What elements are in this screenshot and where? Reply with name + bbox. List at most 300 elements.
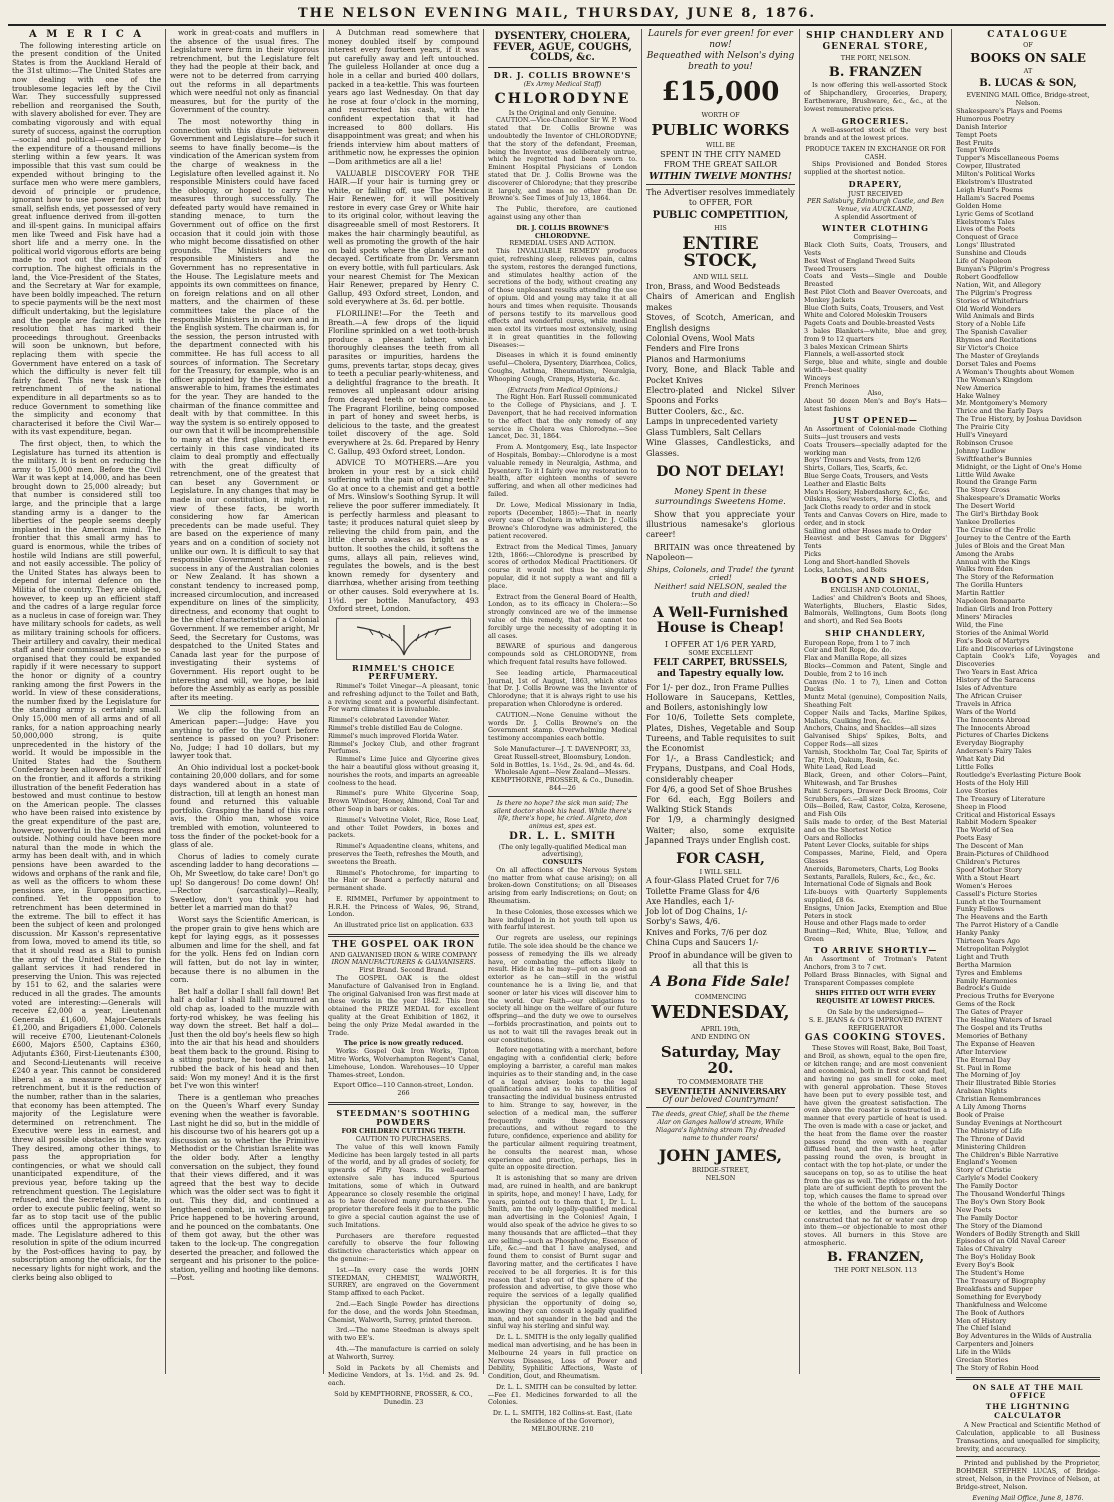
book-title: Light and Truth bbox=[956, 952, 1009, 961]
book-title: Hanky Panky bbox=[956, 929, 1000, 938]
opened-list bbox=[804, 426, 947, 574]
advert-line: The Advertiser resolves immediately to OFFER, FOR bbox=[646, 188, 795, 208]
advert-line: Sole Manufacturer—J. T. DAVENPORT, 33, Great Russell-street, Bloomsbury, London. bbox=[493, 744, 632, 761]
advert-line: Rimmel's celebrated Lavender Water. bbox=[328, 716, 450, 725]
advert-line: DR. J. COLLIS BROWNE'S CHLORODYNE. bbox=[516, 223, 609, 240]
list-item: Best Pilot Cloth and Beaver Overcoats, and Monkey Jackets bbox=[804, 287, 947, 304]
book-title: Their Illustrated Bible Stories bbox=[956, 1079, 1056, 1088]
book-title: Hull's Vineyard bbox=[956, 431, 1008, 440]
book-title: The Story Cross bbox=[956, 486, 1010, 495]
book-title: Leigh Hunt's Poems bbox=[956, 185, 1023, 194]
advert-line: FOR CHILDREN CUTTING TEETH. bbox=[341, 1127, 466, 1136]
advert-line: Diseases in which it is found eminently useful—Cholera, Dysentery, Diarrhœa, Colics, Coughs, Asthma, Rheumatism, Neuralgia, Whooping Cough, Cramps, Hysteria, &c. bbox=[488, 351, 637, 383]
list-item: An Assortment of Colonial-made Clothing Suits—just trousers and vests bbox=[804, 425, 947, 442]
book-title: Episodes of an Old Naval Career bbox=[956, 1237, 1066, 1246]
book-title: Conquest of Grace bbox=[956, 233, 1019, 242]
book-title: Robert Goodfellow bbox=[956, 272, 1019, 281]
list-item: Holloware in Saucepans, Kettles, and Boilers, astonishingly low bbox=[646, 692, 795, 713]
advert-line: Rimmel's Jockey Club, and other fragrant Perfumes. bbox=[328, 739, 479, 756]
advert-line: On Sale by the undersigned— bbox=[827, 1008, 924, 1017]
book-title: Milton's Political Works bbox=[956, 170, 1035, 179]
book-title: The Gates of Prayer bbox=[956, 1008, 1023, 1017]
advert-line: AND WILL SELL bbox=[693, 273, 748, 282]
list-item: Sailing and other Hoses made to Order bbox=[804, 526, 932, 535]
advert-line: AND GALVANISED IRON & WIRE COMPANY bbox=[329, 950, 477, 959]
list-item: Locks, Latches, and Bolts bbox=[804, 565, 887, 574]
gospel-oak-heading: THE GOSPEL OAK IRON bbox=[332, 940, 475, 951]
advert-line: Rimmel's pure White Glycerine Soap, Brown Windsor, Honey, Almond, Coal Tar and other Soap in bars or cakes. bbox=[328, 789, 479, 813]
book-title: Two Years in East Africa bbox=[956, 668, 1038, 677]
book-title: The Prairie City bbox=[956, 423, 1010, 432]
entire-stock: ENTIRE STOCK, bbox=[682, 233, 759, 272]
book-title: The Story of the Reformation bbox=[956, 573, 1054, 582]
list-item: Flax and Manilla Rope, all sizes bbox=[804, 654, 907, 663]
book-title: The Boy's Holiday Book bbox=[956, 1253, 1036, 1262]
list-item: Ensigns, Union Jacks, Exemption and Blue Peters in stock bbox=[804, 903, 947, 920]
book-title: The Heavens and the Earth bbox=[956, 913, 1048, 922]
divider bbox=[956, 1456, 1100, 1457]
article-paragraph: Bet half a dollar I shall fall down! Bet half a dollar I shall fall! murmured an old chap as, loaded to the muzzle with forty-rod whiskey, he was feeling his way down the street. Bet half a dol— Just then the old boy's heels flew so high into the air that his head and shoulders beat them back to the ground. Rising to a sitting posture, he took up his hat, rubbed the back of his head and then said: Won my money! And it is the first bet I've won this winter! bbox=[170, 986, 319, 1091]
books-on-sale: BOOKS ON SALE bbox=[970, 51, 1086, 66]
list-item: Stoves, of Scotch, American, and English designs bbox=[646, 313, 795, 333]
advert-line: An illustrated price list on application. 633 bbox=[333, 921, 474, 930]
public-competition: PUBLIC COMPETITION, bbox=[652, 210, 789, 222]
book-title: Bedrock's Guide bbox=[956, 984, 1011, 993]
advert-line: I OFFER AT 1/6 PER YARD, bbox=[664, 640, 777, 650]
article-paragraph: Worst says the Scientific American, is the proper grain to give hens which are kept for laying eggs, as it possesses albumen and lime for the shell, and fat for the yolk. Hens fed on Indian corn will fatten, but do not lay in winter, because there is no albumen in the corn. bbox=[170, 914, 319, 985]
book-title: Isles of Adventure bbox=[956, 684, 1017, 693]
book-title: Mr. Montgomery's Memory bbox=[956, 399, 1048, 408]
advert-line: This INVALUABLE REMEDY produces quiet, refreshing sleep, relieves pain, calms the system, restores the deranged functions, and stimulates healthy action of the secretions of the body, without creating any of those unpleasant results attending the use of opium. Old and young may take it at all hours and times when requisite. Thousands of persons testify to its marvellous good effects and wonderful cures, while medical men extol its virtues most extensively, using it in great quantities in the following Diseases:— bbox=[488, 247, 637, 349]
fern-illustration-icon bbox=[349, 621, 459, 657]
book-title: Thrice and the Early Days bbox=[956, 407, 1044, 416]
advert-line: AT bbox=[1023, 66, 1033, 75]
masthead bbox=[8, 4, 1106, 26]
advert-line: The Right Hon. Earl Russell communicated to the College of Physicians, and J. T. Davenport, that he had received information to the effect that the only remedy of any service in Cholera was Chlorodyne.—See Lancet, Dec. 31, 1864. bbox=[488, 393, 637, 441]
advert-line: The Public, therefore, are cautioned against using any other than bbox=[488, 205, 637, 221]
list-item: Coats and Vests—Single and Double Breasted bbox=[804, 272, 947, 289]
book-title: Boy Adventures in the Wilds of Australia bbox=[956, 1332, 1092, 1341]
book-title: Hake Walney bbox=[956, 391, 1000, 400]
item-list bbox=[646, 683, 795, 846]
list-item: Colonial Ovens, Wool Mats bbox=[646, 334, 755, 344]
divider bbox=[328, 934, 479, 937]
book-title: Grecian Stories bbox=[956, 1356, 1009, 1365]
advert-line: Extract from the General Board of Health, London, as to its efficacy in Cholera:—So strongly convinced are we of the immense value of this remedy, that we cannot too forcibly urge the necessity of adopting it in all cases. bbox=[488, 592, 637, 640]
advert-line: Dr. Lowe, Medical Missionary in India, reports (December, 1865):—That in nearly every case of Cholera in which Dr. J. Collis Browne's Chlorodyne was administered, the patient recovered. bbox=[488, 500, 637, 541]
book-title: Sunday Evenings at Northcourt bbox=[956, 1118, 1062, 1127]
book-title: Lyric Gems of Scotland bbox=[956, 209, 1034, 218]
list-item: Oilskins, Sou'westers, Horse Cloths, and Jack Cloths ready to order and in stock bbox=[804, 495, 947, 512]
list-item: White and Colored Moleskin Trousers bbox=[804, 311, 927, 320]
article-head-america: A M E R I C A bbox=[28, 29, 145, 40]
ship-chandlery-heading: SHIP CHANDLERY, bbox=[825, 628, 926, 639]
advert-line: A well-assorted stock of the very best brands and at the lowest prices. bbox=[804, 126, 947, 143]
list-item: Sails made to order, of the Best Material and on the Shortest Notice bbox=[804, 817, 947, 834]
book-title: Travels in Africa bbox=[956, 699, 1012, 708]
list-item: Bunting—Red, White, Blue, Yellow, and Green bbox=[804, 927, 947, 943]
book-title: Routledge's Everlasting Picture Book bbox=[956, 771, 1081, 779]
column-5 bbox=[642, 29, 800, 1374]
chlorodyne-name: DR. J. COLLIS BROWNE'S bbox=[493, 69, 632, 80]
advert-line: See leading article, Pharmaceutical Journal, 1st of August, 1863, which states that Dr. J. Collis Browne was the Inventor of Chlorodyne; that it is always right to use his preparation when Chlorodyne is ordered. bbox=[488, 668, 637, 708]
poem-line: Laurels for ever green! for ever now! bbox=[648, 29, 793, 50]
divider bbox=[328, 1102, 479, 1105]
smith-heading: DR. L. L. SMITH bbox=[509, 830, 616, 842]
advert-line: FELT CARPET, BRUSSELS, and Tapestry equally low. bbox=[653, 657, 788, 679]
list-item: Wine Glasses, Candlesticks, and Glasses. bbox=[646, 438, 795, 458]
article-paragraph: The first object, then, to which the Legislature has turned its attention is the military. It is bent on reducing the army to 15,000 men. Before the Civil War it was kept at 14,000, and has been brought down to 25,000 already; but that number is considered still too large, and the principle that a large standing army is a danger to the liberties of the people seems deeply implanted in the American mind. The frontier that this small army has to guard is enormous, while the tribes of hostile wild Indians are still powerful, and not easily accessible. The policy of the United States has always been to depend for internal defence on the Militia of the country. They are obliged, however, to keep up an efficient staff and the cadres of a large regular force as a nucleus in case of foreign war. They have military schools for cadets, as well as military training schools for officers. Their artillery and cavalry, their medical staff and their commissariat, must be so organised that they could be expanded rapidly if it were necessary to support the honor or dignity of a country ranking among the first Powers in the world. In view of these considerations, the number fixed by the Legislature for the standing army is certainly small. Only 15,000 men of all arms and of all ranks, for a nation approaching nearly 50,000,000 strong, is quite unprecedented in the history of the world. It would be impossible in the United States had the Southern Confederacy been allowed to form itself on the frontier, and it affords a striking illustration of the benefit Federation has bestowed and must continue to bestow on the American people. The classes who have been raised into existence by the great expenditure of the past are, however, powerful in the Congress and outside. Nothing could have been more natural than the mode in which the army has been dealt with, and in which pensions have been awarded to the widows and orphans of the rank and file, as well as the officers to whom these pensions are, in European practice, confined. Yet the opposition to retrenchment has been determined in the extreme. The bill to effect it has been the subject of keen and prolonged discussion. Mr Kasson's representative from Iowa, moved to amend its title, so that it should read as a Bill to punish the army of the United States for the gallant services it had rendered in preserving the Union. This was rejected by 151 to 62, and the salaries were reduced in all the grades. The amounts voted are interesting:—Generals will receive £2,000 a year, Lieutenant Generals £1,600, Major-Generals £1,200, and Brigadiers £1,000. Colonels will receive £700, Lieutenant-Colonels £600, Majors £500, Captains £360, Adjutants £360, First-Lieutenants £300, and Second-Lieutenants will receive £240 a year. This cannot be considered liberal as a measure of necessary retrenchment, but it is the reduction of the number, rather than in the salaries, that economy has been attempted. The majority of the Legislature were determined on retrenchment. The Executive were less in earnest, and threw all possible obstacles in the way. They desired, among other things, to pass the appropriation for contingencies, or what we should call unanticipated expenditure, of the previous year, before taking up the retrenchment question. The Legislature refused, and the Secretary of State, in order to execute public feeling, went so far as to stop tacit use of the public offices until the appropriations were made. The Legislature adhered to this resolution in spite of the odium incurred by the Post-offices having to pay, by subscription among the officials, for the necessary lights for night work, and the clerks being also obliged to bbox=[12, 438, 161, 1282]
advert-line: BRITAIN was once threatened by Napoleon— bbox=[646, 542, 795, 562]
advert-line: AND ENDING ON bbox=[691, 1033, 750, 1042]
advert-line: CAUTION.—None Genuine without the words Dr. J. Collis Browne's on the Government stamp. Overwhelming Medical testimony accompanies each bottle. bbox=[488, 710, 637, 743]
book-title: The Chief Island bbox=[956, 1324, 1011, 1333]
book-title: Pictures of Charles Dickens bbox=[956, 731, 1049, 740]
book-title: The True History, by Joshua Davidson bbox=[956, 415, 1082, 424]
book-title: Humorous Poetry bbox=[956, 114, 1015, 123]
advert-line: In these Colonies, those excesses which we have indulged in in hot youth tell upon us with fearful interest. bbox=[488, 907, 637, 932]
imprint: Printed and published by the Proprietor, BOHMER STEPHEN LUCAS, of Bridge-street, Nelson, in the Province of Nelson, at Bridge-street, Nelson. bbox=[956, 1459, 1100, 1491]
book-title: Spoof Mother Story bbox=[956, 865, 1022, 874]
article-paragraph: work in great-coats and mufflers in the absence of the usual fires. The Legislature were firm in their vigorous retrenchment, but the Legislature felt they had the people at their back, and were not to be deterred from carrying out the reforms in all departments which were needful not only as financial measures, but for the purity of the Government of the country. bbox=[170, 28, 319, 115]
book-title: Miners' Miracles bbox=[956, 612, 1013, 621]
list-item: Tweed Trousers bbox=[804, 264, 856, 273]
book-title: The Treasury of Biography bbox=[956, 1277, 1046, 1285]
list-item: China Cups and Saucers 1/- bbox=[646, 937, 759, 947]
book-title: New America bbox=[956, 383, 1002, 392]
advert-line: NELSON bbox=[705, 1174, 736, 1183]
list-item: Galvanised Ships' Spikes, Bolts, and Copper Rods—all sizes bbox=[804, 732, 947, 748]
book-title: Indian Girls and Iron Pottery bbox=[956, 604, 1053, 613]
book-title: Lunch at the Tournament bbox=[956, 897, 1041, 906]
advert-line: E. RIMMEL, Perfumer by appointment to H.R.H. the Princess of Wales, 96, Strand, London. bbox=[328, 894, 479, 919]
boots-heading: BOOTS AND SHOES, bbox=[820, 575, 931, 586]
advert-line: JUST RECEIVED bbox=[848, 189, 903, 198]
book-title: Longs' Illustrated bbox=[956, 241, 1016, 250]
list-item: Pianos and Harmoniums bbox=[646, 354, 746, 364]
advert-line: Rimmel's Toilet Vinegar—A pleasant, tonic and refreshing adjunct to the Toilet and Bath, a reviving scent and a powerful disinfectant. For warm climates it is invaluable. bbox=[328, 681, 479, 714]
book-title: Tyres and Emblems bbox=[956, 968, 1023, 977]
lucas-name: B. LUCAS & SON, bbox=[979, 77, 1077, 89]
well-furnished: A Well-Furnished House is Cheap! bbox=[652, 604, 789, 636]
list-item: French Merinoes bbox=[804, 381, 860, 390]
book-title: Among the Arabs bbox=[956, 549, 1014, 558]
advert-line: Dr. L. L. SMITH, 182 Collins-st. East, (Late the Residence of the Governor), MELBOURNE. 210 bbox=[492, 1409, 633, 1433]
book-title: Lives of the Poets bbox=[956, 225, 1016, 234]
list-item: For 10/6, Toilette Sets complete, Plates, Dishes, Vegetable and Soup Tureens, and Table requisites to suit the Economist bbox=[646, 713, 795, 753]
book-title: The Spanish Cavalier bbox=[956, 328, 1028, 337]
book-title: After Interview bbox=[956, 1047, 1007, 1056]
advert-line: Rimmel's treble distilled Eau de Cologne. bbox=[328, 723, 463, 732]
list-item: House and other Flags made to order bbox=[804, 919, 926, 928]
column-3 bbox=[324, 28, 484, 1406]
book-title: The Descent of Man bbox=[956, 842, 1024, 851]
book-title: The Master of Greylands bbox=[956, 351, 1039, 360]
list-item: Shirts, Collars, Ties, Scarfs, &c. bbox=[804, 464, 908, 473]
advert-line: OF bbox=[1023, 40, 1033, 49]
advert-line: Purchasers are therefore requested carefully to observe the four following distinctive characteristics which appear on the genuine:— bbox=[328, 1231, 479, 1263]
book-title: Round the Grange Farm bbox=[956, 478, 1037, 487]
book-title: Metropolitan Polyglot bbox=[956, 944, 1029, 953]
advert-line: Sold in Bottles, 1s. 1½d., 2s. 9d., and 4s. 6d. bbox=[490, 760, 635, 769]
book-title: New Poets bbox=[956, 1205, 992, 1214]
book-title: The Healing Waters of Israel bbox=[956, 1016, 1052, 1025]
list-item: Also, bbox=[867, 389, 884, 398]
advert-line: Ships Provisioned and Bonded Stores supplied at the shortest notice. bbox=[804, 160, 947, 177]
calculator-heading: THE LIGHTNING CALCULATOR bbox=[985, 1402, 1071, 1420]
book-title: The Story of the Diamond bbox=[956, 1221, 1043, 1230]
list-item: Butter Coolers, &c., &c. bbox=[646, 406, 744, 416]
advert-line: Is now offering this well-assorted Stock of Shipchandlery, Groceries, Drapery, Earthenware, Brushware, &c., &c., at the lowest remunerative prices. bbox=[804, 81, 947, 113]
advert-line: Money Spent in these surroundings Sweetens Home. bbox=[655, 485, 786, 506]
book-title: Andersen's Fairy Tales bbox=[956, 747, 1032, 756]
book-title: Family Harmonies bbox=[956, 976, 1018, 985]
book-title: Johnny Ludlow bbox=[956, 446, 1006, 455]
advert-line: Rimmel's Lime Juice and Glycerine gives the hair a beautiful gloss without greasing it, nourishes the roots, and imparts an agreeable coolness to the head. bbox=[328, 755, 479, 787]
book-title: Arabian Nights bbox=[956, 1087, 1007, 1096]
book-title: Memories of Bethany bbox=[956, 1031, 1028, 1040]
book-title: Sheep in Flood bbox=[956, 802, 1007, 811]
gas-stoves-heading: GAS COOKING STOVES. bbox=[804, 1033, 947, 1044]
arrive-list bbox=[804, 956, 947, 987]
book-title: A Lily Among Thorns bbox=[956, 1103, 1027, 1112]
divider bbox=[646, 1107, 795, 1108]
list-item: Oars and Rollocks bbox=[804, 833, 863, 842]
list-item: Picks bbox=[804, 550, 822, 559]
article-paragraph: The following interesting article on the present condition of the United States is from the Auckland Herald of the 31st ultimo:—The United States are now dealing with one of the troublesome legacies left by the Civil War. They successfully suppressed rebellion and reorganised the South, with slavery abolished for ever. They are combating vigorously and with equal surety of success, against the corruption—social and political—engendered by the expenditure of a thousand millions sterling within a few years. It was impossible that this vast sum could be expended without bringing to the surface men who were mere gamblers, devoid of principle or prudence, ignorant how to use power for any but small, selfish ends, yet possessed of very great influence derived from ill-gotten and ill-spent gains. In municipal affairs men like Tweed and Fisk have had a short life and a merry one. In the political world vigorous efforts are being made to root out the remnants of corruption. The highest officials in the land, the Vice-President of the States, and the Secretary at War for example, have been boldly impeached. The return to specie payments will be the next most difficult undertaking, but the legislature and the people are facing it with the resolution that has marked their proceedings throughout. Greenbacks will soon be unknown, but before, replacing them with specie the Government have entered on a task of which the difficulty is never felt till fairly faced. This new task is the retrenchment of the national expenditure in all departments so as to reduce Government to something like the simplicity and economy that characterised it before the Civil War—with its vast expenditure, began. bbox=[12, 40, 161, 437]
advert-line: WORTH OF bbox=[701, 111, 740, 120]
advert-line: First Brand. Second Brand. bbox=[359, 966, 448, 975]
book-title: Yankee Drolleries bbox=[956, 518, 1015, 526]
column-1 bbox=[8, 29, 166, 1374]
column-2 bbox=[166, 29, 324, 1374]
verse: Is there no hope? the sick man said; The silent doctor shook his head. While there's life, there's hope, he cried. Algreto, don animus est, spes est. bbox=[493, 798, 632, 831]
chlorodyne-tagline: Is the Original and only Genuine. bbox=[508, 108, 617, 117]
book-title: England's Yeomen bbox=[956, 1158, 1018, 1167]
list-item: International Code of Signals and Book bbox=[804, 880, 932, 889]
advert-line: I WILL SELL bbox=[699, 867, 742, 876]
book-title: Dorset Tales and Poems bbox=[956, 359, 1036, 368]
book-title: Bertha Marmion bbox=[956, 960, 1012, 969]
advert-line: Rimmel's Velvetine Violet, Rice, Rose Leaf, and other Toilet Powders, in boxes and packets. bbox=[328, 815, 479, 840]
list-item: Black, Green, and other Colors—Paint, Whitewash, and Tar Brushes bbox=[804, 771, 947, 787]
advert-line: Before negotiating with a merchant, before engaging with a confidential clerk; before employing a barrister, a careful man makes inquiries as to their standing and, in the case of a legal adviser, looks to the legal qualifications and as to his capabilities of transacting the individual business entrusted to him. Strange to say, however, in the selection of a medical man, the sufferer frequently omits these necessary precautions, and without regard to the future, confidence, experience and ability for the particular ailment requiring treatment, he consults the nearest man, whose experience and practice, perhaps, lies in quite an opposite direction. bbox=[488, 1046, 637, 1172]
book-title: Captain Cook's Life, Voyages and Discoveries bbox=[956, 652, 1100, 669]
advert-line: SEVENTIETH ANNIVERSARY bbox=[654, 1086, 787, 1097]
advert-line: A splendid Assortment of bbox=[834, 212, 917, 221]
winter-clothing: WINTER CLOTHING bbox=[822, 222, 929, 233]
advert-line: REMEDIAL USES AND ACTION. bbox=[509, 239, 616, 248]
book-title: Jules of Blois and the Great Man bbox=[956, 541, 1065, 550]
verse: The deeds, great Chief, shall be the theme Alar on Ganges hallow'd stream, While Niagara's lightning stream Thy dreaded name to thunder roars! bbox=[651, 1110, 790, 1142]
book-title: Tempt Poets bbox=[956, 130, 998, 139]
book-title: Little Wild Awake bbox=[956, 470, 1016, 479]
book-title: The Innocents Abroad bbox=[956, 715, 1030, 724]
advert-line: Rimmel's Aquadentine cleans, whitens, and preserves the Teeth, refreshes the Mouth, and sweetens the Breath. bbox=[328, 842, 479, 866]
advert-line: A New Practical and Scientific Method of Calculation, applicable to all Business Transactions, and unequalled for simplicity, brevity, and accuracy. bbox=[956, 1421, 1100, 1453]
list-item: An Assortment of Trotman's Patent Anchors, from 3 to 7 cwt. bbox=[804, 955, 947, 972]
list-item: Varnish, Stockholm Tar, Coal Tar, Spirits of Tar, Pitch, Oakum, Rosin, &c. bbox=[804, 747, 947, 764]
advert-line: Ladies' and Children's Boots and Shoes, Waterlights, Bluchers, Elastic Sides, Balmorals, Wellingtons, Gum Boots (long and short), and Red Sea Boots bbox=[804, 593, 947, 626]
just-opened: JUST OPENED— bbox=[833, 414, 918, 425]
bona-fide: A Bona Fide Sale! bbox=[650, 973, 791, 990]
advert-line: SOME EXCELLENT bbox=[688, 648, 753, 657]
book-title: Precious Truths for Everyone bbox=[956, 992, 1055, 1001]
list-item: Flannels, a well-assorted stock bbox=[804, 350, 904, 359]
for-cash: FOR CASH, bbox=[676, 851, 765, 867]
advert-line: 1st.—In every case the words JOHN STEEDMAN, CHEMIST, WALWORTH, SURREY, are engraved on the Government Stamp affixed to each Packet. bbox=[328, 1265, 479, 1298]
perfume-illustration bbox=[336, 618, 471, 660]
book-title: Hallam's Sacred Poems bbox=[956, 193, 1035, 202]
list-item: Muntz Metal (genuine), Composition Nails, Sheathing Felt bbox=[804, 693, 947, 709]
advert-line: Rimmel's much improved Florida Water. bbox=[328, 731, 459, 740]
to-arrive: TO ARRIVE SHORTLY— bbox=[813, 944, 938, 955]
list-item: About 50 dozen Men's and Boy's Hats—latest fashions bbox=[804, 397, 947, 413]
advert-line: CAUTION TO PURCHASERS. bbox=[355, 1135, 452, 1143]
advert-line: 2nd.—Each Single Powder has directions for the dose, and the words John Steedman, Chemist, Walworth, Surrey, printed thereon. bbox=[328, 1299, 479, 1324]
book-title: Every Boy's Book bbox=[956, 1261, 1015, 1270]
advert-line: Export Office—110 Cannon-street, London. 266 bbox=[333, 1081, 474, 1098]
list-item: Coats Trousers—specially adapted for the working man bbox=[804, 440, 947, 457]
john-james: JOHN JAMES, bbox=[658, 1145, 783, 1165]
book-title: The Woman's Kingdom bbox=[956, 375, 1033, 384]
book-title: Cowper, Illustrated bbox=[956, 162, 1021, 171]
book-title: Life and Discoveries of Livingstone bbox=[956, 644, 1074, 653]
book-title: Shakespeare's Plays and Poems bbox=[956, 106, 1063, 115]
book-title: Midnight, or the Light of One's Home bbox=[956, 462, 1082, 471]
list-item: Winceys bbox=[804, 373, 831, 382]
list-item: Life-buoys with Quarterly Supplements supplied, £8 6s. bbox=[804, 888, 947, 904]
book-title: The Desert World bbox=[956, 502, 1015, 511]
advert-line: On all affections of the Nervous System (no matter from what cause arising); on all broken-down Constitutions; on all Diseases arising from early Indiscretions; on Gout; on Rheumatism. bbox=[488, 865, 637, 906]
amount: £15,000 bbox=[661, 77, 780, 107]
book-title: Napoleon Bonaparte bbox=[956, 597, 1026, 606]
advert-line: 4th.—The manufacture is carried on solely at Walworth, Surrey. bbox=[328, 1344, 479, 1361]
list-item: Fenders and Fire Irons bbox=[646, 344, 740, 354]
saturday: Saturday, May 20. bbox=[660, 1042, 781, 1077]
advert-line: (The only legally-qualified Medical man advertising), bbox=[498, 842, 627, 859]
book-title: Sunshine and Clouds bbox=[956, 249, 1027, 258]
advert-paragraph: ADVICE TO MOTHERS.—Are you broken in your rest by a sick child suffering with the pain of cutting teeth? Go at once to a chemist and get a bottle of Mrs. Winslow's Soothing Syrup. It will relieve the poor sufferer immediately. It is perfectly harmless and pleasant to taste; it produces natural quiet sleep by relieving the child from pain, and the little cherub awakes as bright as a button. It soothes the child, it softens the gums, allays all pain, relieves wind, regulates the bowels, and is the best known remedy for dysentery and diarrhœa, whether arising from teething or other causes. Sold everywhere at 1s. 1½d. per bottle. Manufactory, 493 Oxford street, London. bbox=[328, 458, 479, 614]
list-item: Sextants, Parallels, Rulers, &c., &c., &c. bbox=[804, 872, 936, 881]
book-title: The Pilgrim's Progress bbox=[956, 288, 1032, 297]
advert-line: Proof in abundance will be given to all that this is bbox=[648, 950, 793, 970]
advert-line: WITHIN TWELVE MONTHS! bbox=[649, 171, 792, 182]
book-title: Stories of the Animal World bbox=[956, 628, 1049, 637]
advert-line: The GOSPEL OAK is the oldest Manufacture of Galvanised Iron in England. The original Galvanised Iron was first made at these works in the year 1842. This Iron obtained the PRIZE MEDAL for excellent quality at the Great Exhibition of 1862, it being the only Prize Medal awarded in the Trade. bbox=[328, 974, 479, 1037]
groceries-heading: GROCERIES. bbox=[841, 115, 910, 126]
list-item: Boys' Trousers and Vests, from 12/6 bbox=[804, 456, 921, 465]
list-item: Men's Hosiery, Haberdashery, &c., &c. bbox=[804, 487, 930, 496]
book-title: Tempt Words bbox=[956, 146, 1001, 155]
list-item: For 1/9, a charmingly designed Waiter; also, some exquisite Japanned Trays under English cost. bbox=[646, 815, 795, 845]
list-item: Canvas (No. 1 to 7), Linen and Cotton Ducks bbox=[804, 677, 947, 694]
book-title: Love Stories bbox=[956, 786, 998, 795]
list-item: Sorby's Saws, 4/6. bbox=[646, 917, 721, 927]
advert-line: HIS bbox=[714, 223, 727, 232]
book-title: The Boy's Own Story Book bbox=[956, 1197, 1045, 1206]
book-list bbox=[956, 108, 1100, 1373]
advert-line: Neither! said NELSON, sealed the truth and died! bbox=[654, 581, 787, 600]
list-item: Patent Lever Clocks, suitable for ships bbox=[804, 841, 929, 850]
rimmel-heading: RIMMEL'S CHOICE PERFUMERY. bbox=[352, 662, 455, 682]
book-title: Swiftfeather's Bunnies bbox=[956, 454, 1032, 463]
imprint-date: Evening Mail Office, June 8, 1876. bbox=[972, 1493, 1084, 1502]
advert-line: BEWARE of spurious and dangerous compounds sold as CHLORODYNE, from which frequent fatal results have followed. bbox=[488, 642, 637, 666]
list-item: Anchors, Chains, and Shackles—all sizes bbox=[804, 724, 936, 733]
book-title: The Eternal Day bbox=[956, 1055, 1011, 1064]
list-item: Tents and Canvas Covers on Hire, made to order, and in stock bbox=[804, 511, 947, 527]
book-title: Best Fruits bbox=[956, 138, 993, 147]
book-title: The Gospel and its Truths bbox=[956, 1024, 1043, 1032]
advert-line: COMMENCING bbox=[694, 992, 747, 1001]
article-paragraph: An Ohio individual lost a pocket-book containing 20,000 dollars, and for some days wandered about in a state of distraction, till at length an honest man found and returned this valuable portfolio. Grasping the hand of this rara avis, the Ohio man, whose voice trembled with emotion, volunteered to toss the finder of the pocket-book for a glass of ale. bbox=[170, 762, 319, 850]
book-title: Robinson Crusoe bbox=[956, 438, 1013, 447]
article-paragraph: Chorus of ladies to comely curate ascending ladder to hang decorations —Oh, Mr Sweetlow, do take care! Don't go up! So dangerous! Do come down! Oh!—Rector (sarcastically)—Really, Sweetlow, don't you think you had better let a married man do that? bbox=[170, 851, 319, 913]
masthead-title: THE NELSON EVENING MAIL, THURSDAY, JUNE 8, 1876. bbox=[297, 6, 817, 21]
book-title: Poets Easy bbox=[956, 834, 993, 843]
divider bbox=[170, 705, 319, 706]
column-4 bbox=[484, 29, 642, 1433]
chlorodyne-sub: (Ex Army Medical Staff) bbox=[523, 80, 602, 89]
list-item: Iron, Brass, and Wood Bedsteads bbox=[646, 282, 781, 292]
book-title: Golden Home bbox=[956, 201, 1002, 210]
book-title: Fox's Book of Martyrs bbox=[956, 636, 1030, 645]
list-item: Aneroids, Barometers, Charts, Log Books bbox=[804, 864, 939, 873]
list-item: Electro-plated and Nickel Silver Spoons and Forks bbox=[646, 386, 795, 406]
advert-line: Show that you appreciate your illustrious namesake's glorious career! bbox=[646, 509, 795, 539]
book-title: The Family Doctor bbox=[956, 1213, 1018, 1222]
list-item: Lamps in unprecedented variety bbox=[646, 417, 778, 427]
advert-line: ENGLISH AND COLONIAL, bbox=[830, 586, 921, 595]
advert-line: TO COMMEMORATE THE bbox=[677, 1078, 764, 1087]
drapery-heading: DRAPERY, bbox=[848, 179, 903, 189]
list-item: Glass Tumblers, Salt Cellars bbox=[646, 427, 762, 437]
list-item: Best West of England Tweed Suits bbox=[804, 256, 915, 265]
book-title: Wonders of Bodily Strength and Skill bbox=[956, 1229, 1080, 1238]
book-title: Brain-Pictures of Childhood bbox=[956, 850, 1049, 859]
advert-line: The price is now greatly reduced. bbox=[343, 1039, 464, 1048]
book-title: Story of Christie bbox=[956, 1166, 1012, 1175]
column-6 bbox=[800, 29, 952, 1374]
book-title: Ekelstrom's Illustrated bbox=[956, 178, 1033, 187]
book-title: Hosts of the Holy Hill bbox=[956, 778, 1029, 787]
advert-line: CONSULTS bbox=[542, 858, 583, 867]
do-not-delay: DO NOT DELAY! bbox=[656, 463, 785, 480]
book-title: Rhymes and Recitations bbox=[956, 336, 1037, 345]
book-title: Breakfasts and Supper bbox=[956, 1284, 1033, 1293]
book-title: Martin Rattler bbox=[956, 589, 1005, 598]
wednesday: WEDNESDAY, bbox=[651, 1002, 790, 1024]
book-title: The Innocents Abroad bbox=[956, 723, 1030, 732]
book-title: The Throne of David bbox=[956, 1134, 1025, 1143]
list-item: Coir and Bolt Rope, do. do. bbox=[804, 646, 892, 655]
list-item: Serge, blue and white, single and double width—best quality bbox=[804, 358, 947, 374]
book-title: Book of Praise bbox=[956, 1110, 1005, 1119]
book-title: A Woman's Thoughts about Women bbox=[956, 367, 1075, 376]
advert-line: Ships, Colonels, and Trade! the tyrant cried! bbox=[646, 564, 795, 583]
list-item: For 6d. each, Egg Boilers and Walking Stick Stands bbox=[646, 794, 795, 815]
advert-line: BRIDGE-STREET, bbox=[691, 1166, 750, 1175]
advert-line: THE PORT NELSON. 113 bbox=[834, 1266, 917, 1275]
list-item: Leather and Elastic Belts bbox=[804, 479, 886, 488]
book-title: The Girl's Birthday Book bbox=[956, 510, 1039, 519]
book-title: Rabbit Modern Speaker bbox=[956, 818, 1037, 827]
catalogue-heading: CATALOGUE bbox=[987, 30, 1069, 40]
book-title: The Morning of Joy bbox=[956, 1071, 1021, 1080]
divider bbox=[646, 184, 795, 185]
list-item: For 1/- per doz., Iron Frame Pullies bbox=[646, 682, 789, 692]
